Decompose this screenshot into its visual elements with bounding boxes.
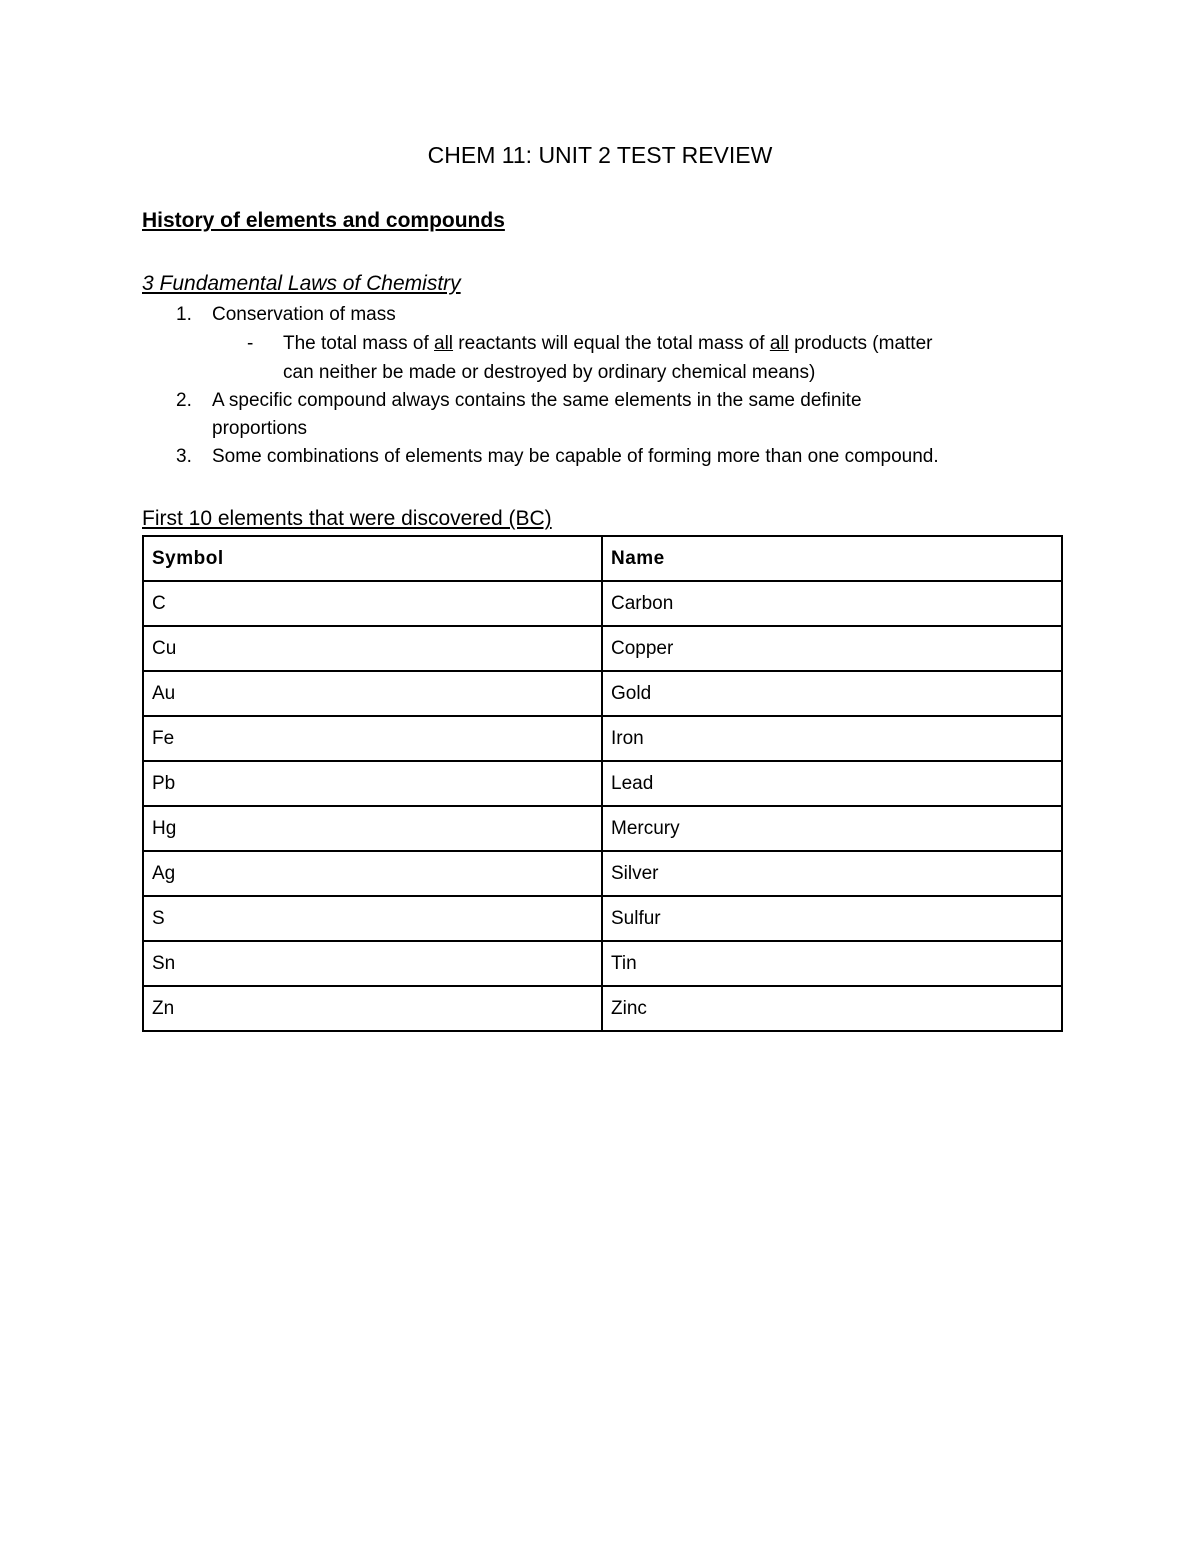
text-span: products (matter (788, 333, 933, 354)
section-heading: History of elements and compounds (142, 209, 505, 232)
cell-symbol: C (143, 581, 602, 626)
header-name: Name (602, 536, 1062, 581)
list-item: Some combinations of elements may be capable of forming more than one compound. (212, 446, 939, 467)
sub-item-line (283, 331, 932, 357)
underlined-word: all (434, 333, 454, 354)
cell-symbol: Cu (143, 626, 602, 671)
list-number: 2. (176, 390, 192, 411)
table-row (143, 761, 1062, 806)
text-span: reactants will equal the total mass of (453, 333, 770, 354)
table-row (143, 806, 1062, 851)
table-row (143, 626, 1062, 671)
cell-name: Silver (602, 851, 1062, 896)
list-item-continuation: proportions (212, 418, 308, 439)
laws-heading: 3 Fundamental Laws of Chemistry (142, 272, 461, 295)
cell-symbol: S (143, 896, 602, 941)
list-item: A specific compound always contains the same elements in the same definite (212, 390, 862, 411)
sub-bullet: - (247, 333, 254, 354)
cell-name: Carbon (602, 581, 1062, 626)
cell-symbol: Au (143, 671, 602, 716)
underlined-word: all (769, 333, 789, 354)
cell-symbol: Fe (143, 716, 602, 761)
list-item: Conservation of mass (212, 304, 396, 325)
table-header-row (143, 536, 1062, 581)
cell-name: Zinc (602, 986, 1062, 1031)
cell-symbol: Zn (143, 986, 602, 1031)
cell-name: Copper (602, 626, 1062, 671)
table-row (143, 716, 1062, 761)
elements-table (142, 535, 1063, 1032)
table-row (143, 941, 1062, 986)
cell-name: Iron (602, 716, 1062, 761)
page-title: CHEM 11: UNIT 2 TEST REVIEW (427, 142, 773, 168)
cell-name: Gold (602, 671, 1062, 716)
table-caption: First 10 elements that were discovered (BC) (142, 507, 552, 530)
cell-symbol: Ag (143, 851, 602, 896)
table-row (143, 896, 1062, 941)
table-row (143, 986, 1062, 1031)
cell-name: Lead (602, 761, 1062, 806)
table-row (143, 671, 1062, 716)
header-symbol: Symbol (143, 536, 602, 581)
list-number: 1. (176, 304, 192, 325)
cell-name: Sulfur (602, 896, 1062, 941)
cell-symbol: Hg (143, 806, 602, 851)
cell-name: Tin (602, 941, 1062, 986)
cell-symbol: Sn (143, 941, 602, 986)
table-row (143, 581, 1062, 626)
cell-symbol: Pb (143, 761, 602, 806)
text-span: The total mass of (283, 333, 435, 354)
cell-name: Mercury (602, 806, 1062, 851)
sub-item-line: can neither be made or destroyed by ordinary chemical means) (283, 362, 816, 383)
table-row (143, 851, 1062, 896)
list-number: 3. (176, 446, 192, 467)
